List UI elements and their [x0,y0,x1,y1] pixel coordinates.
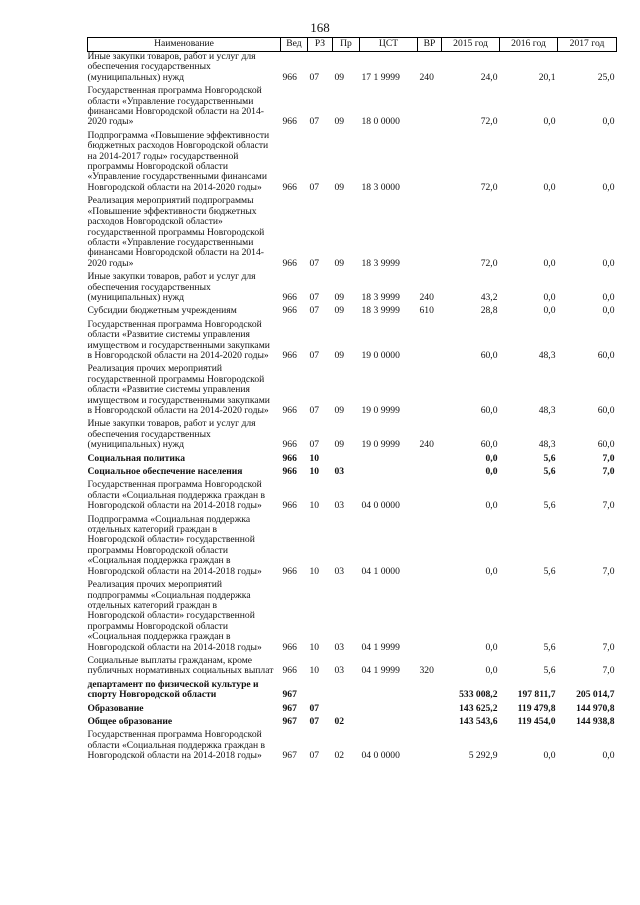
cell-rz: 10 [309,500,320,512]
cell-2017: 0,0 [602,181,615,193]
cell-ved: 966 [282,349,297,361]
table-row [88,454,617,467]
cell-2016: 0,0 [543,305,556,317]
cell-rz: 07 [309,715,320,727]
cell-pr: 03 [334,466,345,478]
cell-rz: 10 [309,466,320,478]
cell-2016: 5,6 [543,500,556,512]
table-row [88,680,617,704]
cell-vr [418,320,442,365]
cell-vr [418,580,442,656]
cell-2017: 0,0 [602,257,615,269]
table-row [88,730,617,764]
cell-vr [418,196,442,272]
cell-2016: 5,6 [543,641,556,653]
cell-2017: 25,0 [597,71,615,83]
cell-rz: 07 [309,116,320,128]
table-row [88,515,617,580]
cell-2015: 72,0 [480,257,498,269]
cell-vr: 610 [419,305,434,317]
cell-pr: 09 [334,349,345,361]
table-header-row [88,38,617,52]
table-row [88,467,617,480]
cell-2015: 143 625,2 [459,702,498,714]
cell-rz [308,680,333,704]
cell-2017: 144 970,8 [576,702,615,714]
cell-rz: 07 [309,257,320,269]
cell-2017: 0,0 [602,305,615,317]
cell-cst: 04 1 9999 [361,641,400,653]
cell-vr [418,454,442,467]
cell-2015: 0,0 [485,565,498,577]
cell-vr [418,680,442,704]
cell-vr: 320 [419,665,434,677]
page-number: 168 [310,20,330,35]
budget-table [87,37,617,765]
header-2015: 2015 год [442,38,500,52]
cell-2016: 5,6 [543,565,556,577]
cell-rz: 07 [309,71,320,83]
cell-name: Иные закупки товаров, работ и услуг для обеспечения государственных (муниципальных) нужд [87,51,256,83]
cell-2017: 144 938,8 [576,715,615,727]
cell-rz: 07 [309,750,320,762]
header-pr: Пр [333,38,360,52]
cell-2016: 119 454,0 [517,715,556,727]
cell-ved: 967 [282,750,297,762]
cell-pr: 03 [334,500,345,512]
cell-ved: 966 [282,181,297,193]
cell-pr: 03 [334,641,345,653]
cell-name: Социальные выплаты гражданам, кроме публичных нормативных социальных выплат [87,654,274,677]
cell-pr: 02 [334,750,345,762]
cell-2016: 5,6 [543,466,556,478]
cell-vr: 240 [419,71,434,83]
cell-pr: 09 [334,291,345,303]
cell-name: Субсидии бюджетным учреждениям [87,305,237,317]
cell-2016: 0,0 [543,750,556,762]
cell-cst: 18 3 9999 [361,257,400,269]
cell-pr: 09 [334,181,345,193]
cell-2017: 7,0 [602,452,615,464]
cell-cst [360,467,418,480]
header-name: Наименование [88,38,281,52]
cell-pr: 03 [334,565,345,577]
cell-cst [360,454,418,467]
cell-ved: 966 [282,305,297,317]
cell-cst: 18 3 0000 [361,181,400,193]
cell-2015: 5 292,9 [468,750,498,762]
cell-2017: 7,0 [602,466,615,478]
cell-cst: 17 1 9999 [361,71,400,83]
cell-rz: 10 [309,641,320,653]
cell-name: Социальное обеспечение населения [87,466,243,478]
cell-vr [418,467,442,480]
cell-pr: 09 [334,305,345,317]
cell-name: Реализация мероприятий подпрограммы «Повышение эффективности бюджетных расходов Новгородской области» государственной программы Новгородской области «Управление государственными финансами Новгородской области на 2014-2020 годы» [87,195,265,269]
cell-2015: 60,0 [480,349,498,361]
cell-2017: 60,0 [597,349,615,361]
cell-pr: 09 [334,257,345,269]
cell-2017: 60,0 [597,439,615,451]
cell-ved: 967 [282,702,297,714]
cell-name: Образование [87,702,144,714]
table-row [88,419,617,453]
table-row [88,320,617,365]
cell-vr [418,717,442,730]
cell-2015: 24,0 [480,71,498,83]
cell-2017: 0,0 [602,291,615,303]
cell-vr: 240 [419,439,434,451]
cell-name: Подпрограмма «Повышение эффективности бюджетных расходов Новгородской области на 2014-2017 годы» государственной программы Новгородской области «Управление государственными финансами Новгородской области на 2014-2020 годы» [87,129,270,193]
header-2016: 2016 год [500,38,558,52]
cell-ved: 966 [282,466,297,478]
cell-rz: 10 [309,565,320,577]
cell-vr: 240 [419,291,434,303]
cell-ved: 966 [282,439,297,451]
cell-2016: 5,6 [543,452,556,464]
cell-2016: 48,3 [538,405,556,416]
table-row [88,480,617,514]
cell-vr [418,730,442,764]
cell-ved: 966 [282,71,297,83]
cell-cst [360,704,418,717]
cell-2017: 205 014,7 [576,689,615,701]
cell-ved: 966 [282,500,297,512]
header-rz: РЗ [308,38,333,52]
cell-ved: 966 [282,257,297,269]
cell-ved: 966 [282,291,297,303]
cell-vr [418,515,442,580]
cell-2016: 0,0 [543,181,556,193]
cell-name: Иные закупки товаров, работ и услуг для обеспечения государственных (муниципальных) нужд [87,418,256,451]
table-row [88,656,617,680]
cell-pr: 03 [334,665,345,677]
cell-ved: 966 [282,665,297,677]
table-row [88,272,617,306]
cell-pr: 09 [334,405,345,416]
cell-ved: 966 [282,641,297,653]
cell-2016: 0,0 [543,257,556,269]
cell-2017: 7,0 [602,500,615,512]
cell-rz: 07 [309,702,320,714]
cell-pr [333,704,360,717]
cell-2015: 0,0 [485,665,498,677]
cell-cst: 19 0 0000 [361,349,400,361]
cell-rz: 10 [309,665,320,677]
cell-2015: 533 008,2 [459,689,498,701]
cell-ved: 967 [282,689,297,701]
cell-2015: 72,0 [480,116,498,128]
cell-cst: 04 1 0000 [361,565,400,577]
cell-vr [418,704,442,717]
table-row [88,52,617,87]
table-row [88,704,617,717]
cell-2015: 43,2 [480,291,498,303]
cell-cst: 18 0 0000 [361,116,400,128]
cell-name: Подпрограмма «Социальная поддержка отдельных категорий граждан в Новгородской области» государственной программы Новгородской области «Социальная поддержка граждан в Новгородской области на 2014-2018 годы» [87,513,262,577]
cell-cst: 19 0 9999 [361,439,400,451]
cell-ved: 966 [282,405,297,416]
cell-vr [418,131,442,196]
table-row [88,131,617,196]
cell-2016: 20,1 [538,71,556,83]
cell-cst: 19 0 9999 [361,405,400,416]
cell-ved: 967 [282,715,297,727]
cell-pr [333,454,360,467]
table-row [88,86,617,131]
cell-name: Государственная программа Новгородской области «Социальная поддержка граждан в Новгородской области на 2014-2018 годы» [87,479,266,512]
cell-2015: 60,0 [480,405,498,416]
cell-2017: 7,0 [602,665,615,677]
cell-2016: 197 811,7 [517,689,556,701]
cell-rz: 07 [309,349,320,361]
cell-cst [360,680,418,704]
header-cst: ЦСТ [360,38,418,52]
cell-2017: 7,0 [602,565,615,577]
cell-2015: 143 543,6 [459,715,498,727]
table-row [88,717,617,730]
header-2017: 2017 год [558,38,617,52]
cell-name: Общее образование [87,715,173,727]
cell-vr [418,364,442,419]
cell-vr [418,480,442,514]
cell-2017: 0,0 [602,116,615,128]
cell-2017: 7,0 [602,641,615,653]
cell-vr [418,86,442,131]
cell-2015: 28,8 [480,305,498,317]
cell-pr: 02 [334,715,345,727]
cell-pr: 09 [334,71,345,83]
cell-ved: 966 [282,116,297,128]
header-vr: ВР [418,38,442,52]
cell-cst: 04 0 0000 [361,750,400,762]
cell-2015: 0,0 [485,452,498,464]
cell-name: Иные закупки товаров, работ и услуг для обеспечения государственных (муниципальных) нужд [87,271,256,303]
cell-2015: 0,0 [485,500,498,512]
cell-rz: 07 [309,305,320,317]
cell-cst: 18 3 9999 [361,305,400,317]
cell-cst: 18 3 9999 [361,291,400,303]
cell-pr: 09 [334,439,345,451]
cell-name: Государственная программа Новгородской области «Социальная поддержка граждан в Новгородской области на 2014-2018 годы» [87,729,266,762]
cell-pr: 09 [334,116,345,128]
cell-ved: 966 [282,452,297,464]
cell-rz: 10 [309,452,320,464]
cell-2017: 0,0 [602,750,615,762]
cell-ved: 966 [282,565,297,577]
table-row [88,364,617,419]
cell-rz: 07 [309,405,320,416]
cell-2015: 60,0 [480,439,498,451]
table-row [88,306,617,319]
cell-name: Государственная программа Новгородской области «Управление государственными финансами Новгородской области на 2014-2020 годы» [87,85,264,128]
cell-name: Реализация прочих мероприятий подпрограммы «Социальная поддержка отдельных категорий граждан в Новгородской области» государственной программы Новгородской области «Социальная поддержка граждан в Новгородской области на 2014-2018 годы» [87,579,262,653]
cell-cst: 04 0 0000 [361,500,400,512]
cell-2016: 5,6 [543,665,556,677]
cell-2017: 60,0 [597,405,615,416]
cell-2016: 0,0 [543,291,556,303]
cell-cst: 04 1 9999 [361,665,400,677]
table-row [88,580,617,656]
cell-pr [333,680,360,704]
cell-2016: 48,3 [538,349,556,361]
cell-2016: 0,0 [543,116,556,128]
cell-name: Реализация прочих мероприятий государственной программы Новгородской области «Развитие системы управления имуществом и государственными закупками в Новгородской области на 2014-2020 годы» [87,363,270,416]
cell-name: Социальная политика [87,452,186,464]
cell-2015: 0,0 [485,466,498,478]
cell-2015: 0,0 [485,641,498,653]
cell-name: Государственная программа Новгородской области «Развитие системы управления имуществом и государственными закупками в Новгородской области на 2014-2020 годы» [87,318,270,361]
cell-rz: 07 [309,181,320,193]
cell-name: департамент по физической культуре и спорту Новгородской области [87,678,259,701]
table-row [88,196,617,272]
header-ved: Вед [281,38,308,52]
cell-cst [360,717,418,730]
cell-rz: 07 [309,291,320,303]
cell-2016: 48,3 [538,439,556,451]
cell-2016: 119 479,8 [517,702,556,714]
cell-rz: 07 [309,439,320,451]
cell-2015: 72,0 [480,181,498,193]
